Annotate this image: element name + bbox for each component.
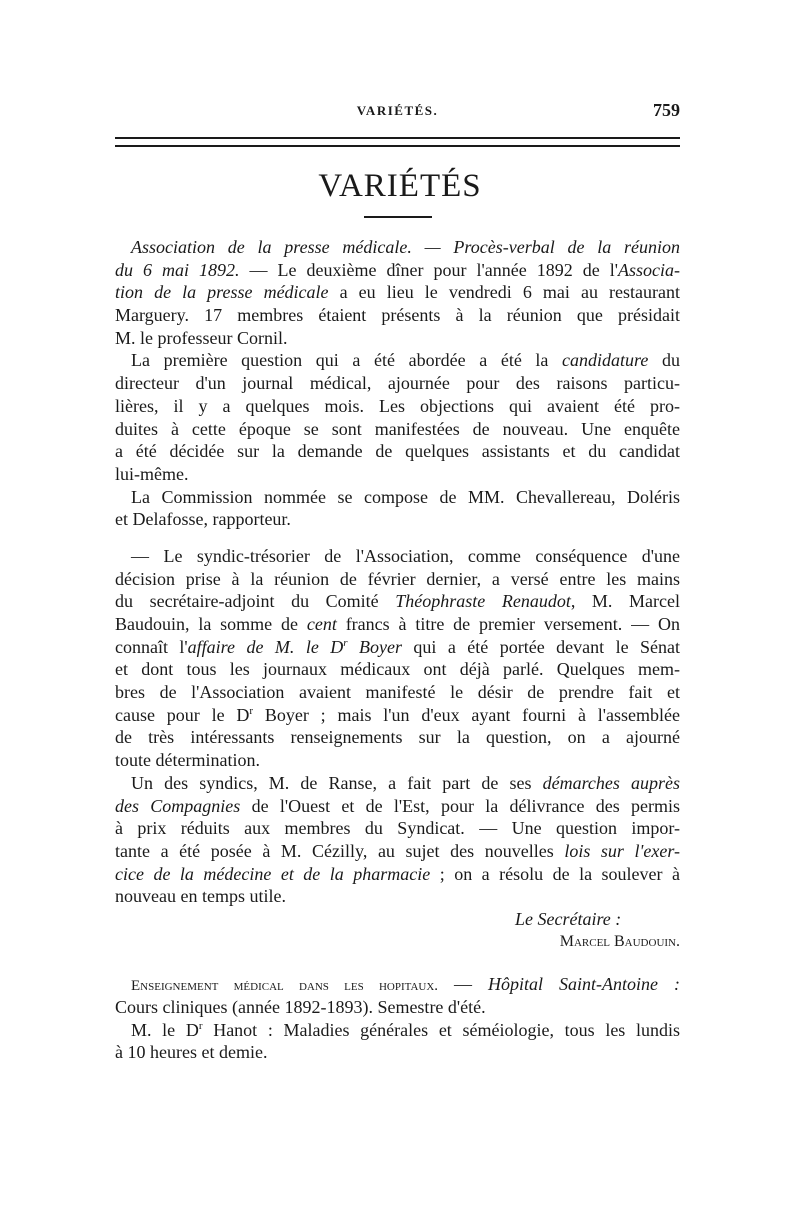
text-line: et dont tous les journaux médicaux ont déjà parlé. Quelques mem-: [115, 659, 680, 680]
text-line: et Delafosse, rapporteur.: [115, 509, 291, 530]
text-line: directeur d'un journal médical, ajournée pour des raisons particu-: [115, 373, 680, 394]
text-line: tante a été posée à M. Cézilly, au sujet des nouvelles lois sur l'exer-: [115, 840, 680, 861]
spacer: [115, 953, 680, 973]
text-line: Enseignement médical dans les hopitaux. — Hôpital Saint-Antoine :: [131, 974, 680, 995]
text-line: Marguery. 17 membres étaient présents à la réunion que présidait: [115, 305, 680, 326]
text-line: — Le syndic-trésorier de l'Association, comme conséquence d'une: [131, 545, 680, 566]
text-line: a été décidée sur la demande de quelques assistants et du candidat: [115, 441, 680, 462]
text-line: duites à cette époque se sont manifestées de nouveau. Une enquête: [115, 418, 680, 439]
header-rule-bottom: [115, 145, 680, 147]
text-line: du 6 mai 1892. — Le deuxième dîner pour l'année 1892 de l'Associa-: [115, 259, 680, 280]
text-line: M. le professeur Cornil.: [115, 327, 288, 348]
text-line: Un des syndics, M. de Ranse, a fait part de ses démarches auprès: [131, 772, 680, 793]
text-line: nouveau en temps utile.: [115, 886, 286, 907]
spacer: [115, 531, 680, 545]
text-line: bres de l'Association avaient manifesté le désir de prendre fait et: [115, 682, 680, 703]
section-title: VARIÉTÉS: [318, 168, 482, 204]
text-line: M. le $D^r$ Hanot : Maladies générales et séméiologie, tous les lundis: [131, 1019, 680, 1040]
text-line: tion de la presse médicale a eu lieu le vendredi 6 mai au restaurant: [115, 282, 680, 303]
text-line: de très intéressants renseignements sur la question, on a ajourné: [115, 727, 680, 748]
text-line: Association de la presse médicale. — Procès-verbal de la réunion: [131, 237, 680, 257]
text-line: lières, il y a quelques mois. Les objections qui avaient été pro-: [115, 395, 680, 416]
page-number: 759: [653, 100, 680, 120]
header-rule-top: [115, 137, 680, 139]
text-line: La Commission nommée se compose de MM. Chevallereau, Doléris: [131, 486, 680, 507]
text-line: Baudouin, la somme de cent francs à titre de premier versement. — On: [115, 614, 680, 634]
text-line: La première question qui a été abordée a été la candidature du: [131, 350, 680, 371]
text-line: à 10 heures et demie.: [115, 1042, 268, 1063]
title-divider: [364, 216, 432, 218]
text-line: cice de la médecine et de la pharmacie ; on a résolu de la soulever à: [115, 863, 680, 884]
text-line: du secrétaire-adjoint du Comité Théophraste Renaudot, M. Marcel: [115, 591, 680, 612]
text-line: lui-même.: [115, 463, 189, 484]
text-line: des Compagnies de l'Ouest et de l'Est, pour la délivrance des permis: [115, 795, 680, 816]
text-line: à prix réduits aux membres du Syndicat. — Une question impor-: [115, 818, 680, 839]
running-head: [115, 100, 680, 124]
article-body: [115, 236, 680, 1064]
signature-name: Marcel Baudouin.: [559, 932, 680, 950]
text-line: toute détermination.: [115, 750, 260, 771]
text-line: connaît l'affaire de M. le $D^r$ Boyer qui a été portée devant le Sénat: [115, 636, 681, 657]
text-line: cause pour le $D^r$ Boyer ; mais l'un d'eux ayant fourni à l'assemblée: [115, 704, 680, 725]
text-line: Cours cliniques (année 1892-1893). Semestre d'été.: [115, 997, 486, 1017]
running-head-title: VARIÉTÉS.: [356, 103, 439, 118]
signature-title: Le Secrétaire :: [515, 908, 622, 929]
text-line: décision prise à la réunion de février dernier, a versé entre les mains: [115, 568, 680, 589]
